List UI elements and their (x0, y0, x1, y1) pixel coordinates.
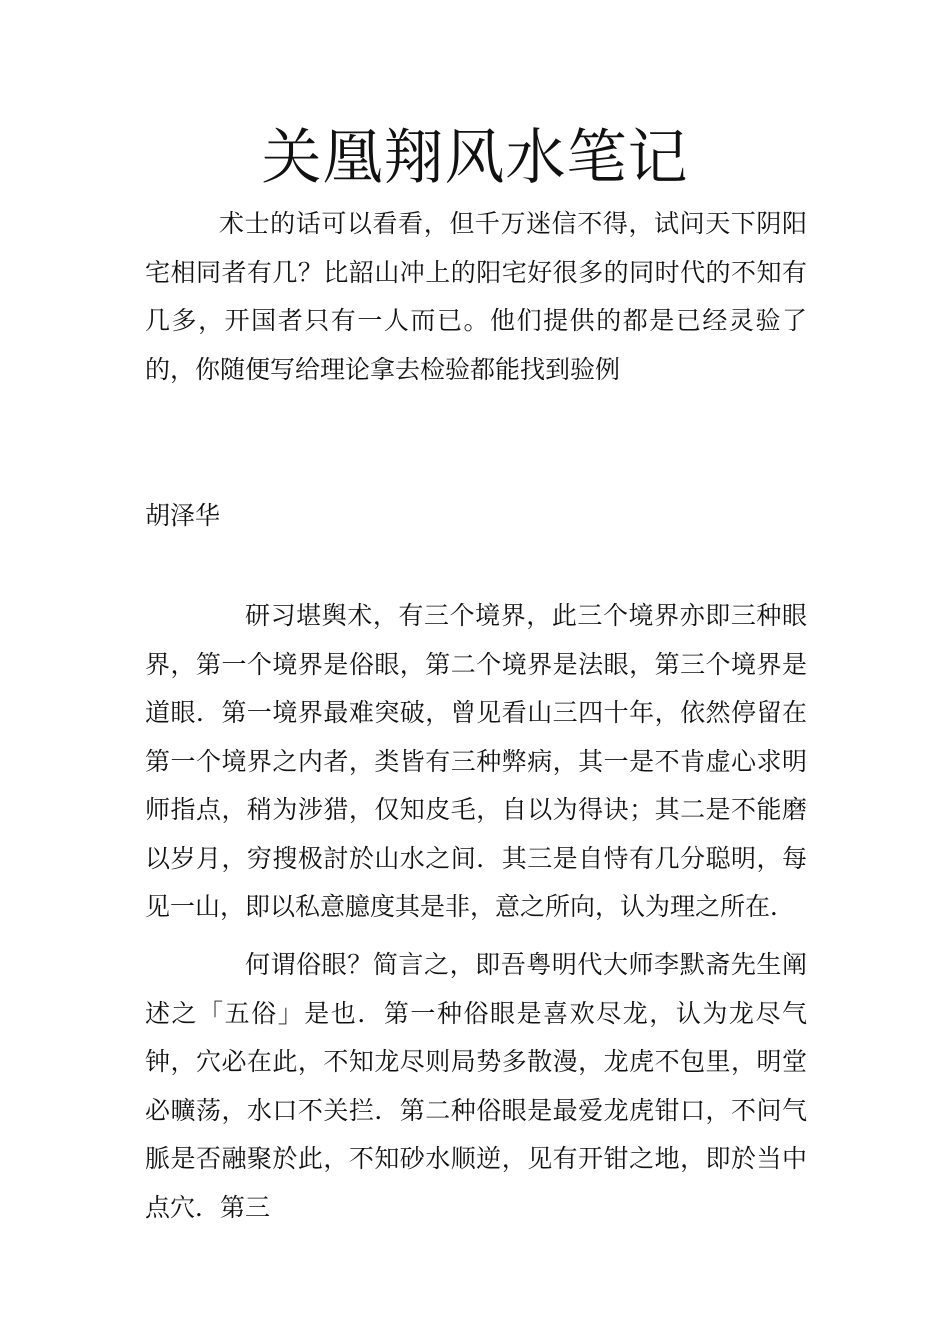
body-paragraph-2: 何谓俗眼？简言之，即吾粤明代大师李默斋先生阐述之「五俗」是也．第一种俗眼是喜欢尽龙，认为龙尽气钟，穴必在此，不知龙尽则局势多散漫，龙虎不包里，明堂必曠荡，水口不关拦．第二种俗眼是最爱龙虎钳口，不问气脈是否融聚於此，不知砂水顺逆，见有开钳之地，即於当中点穴．第三 (145, 950, 807, 1222)
document-title: 关凰翔风水笔记 (261, 123, 689, 193)
intro-paragraph: 术士的话可以看看，但千万迷信不得，试问天下阴阳宅相同者有几？比韶山冲上的阳宅好很多的同时代的不知有几多，开国者只有一人而已。他们提供的都是已经灵验了的，你随便写给理论拿去检验都能找到验例 (145, 209, 807, 384)
author-name: 胡泽华 (145, 501, 221, 530)
body-paragraph-1: 研习堪舆术，有三个境界，此三个境界亦即三种眼界，第一个境界是俗眼，第二个境界是法眼，第三个境界是道眼．第一境界最难突破，曾见看山三四十年，依然停留在第一个境界之内者，类皆有三种弊病，其一是不肯虚心求明师指点，稍为涉猎，仅知皮毛，自以为得诀；其二是不能磨以岁月，穷搜极討於山水之间．其三是自恃有几分聪明，每见一山，即以私意臆度其是非，意之所向，认为理之所在． (145, 601, 807, 921)
